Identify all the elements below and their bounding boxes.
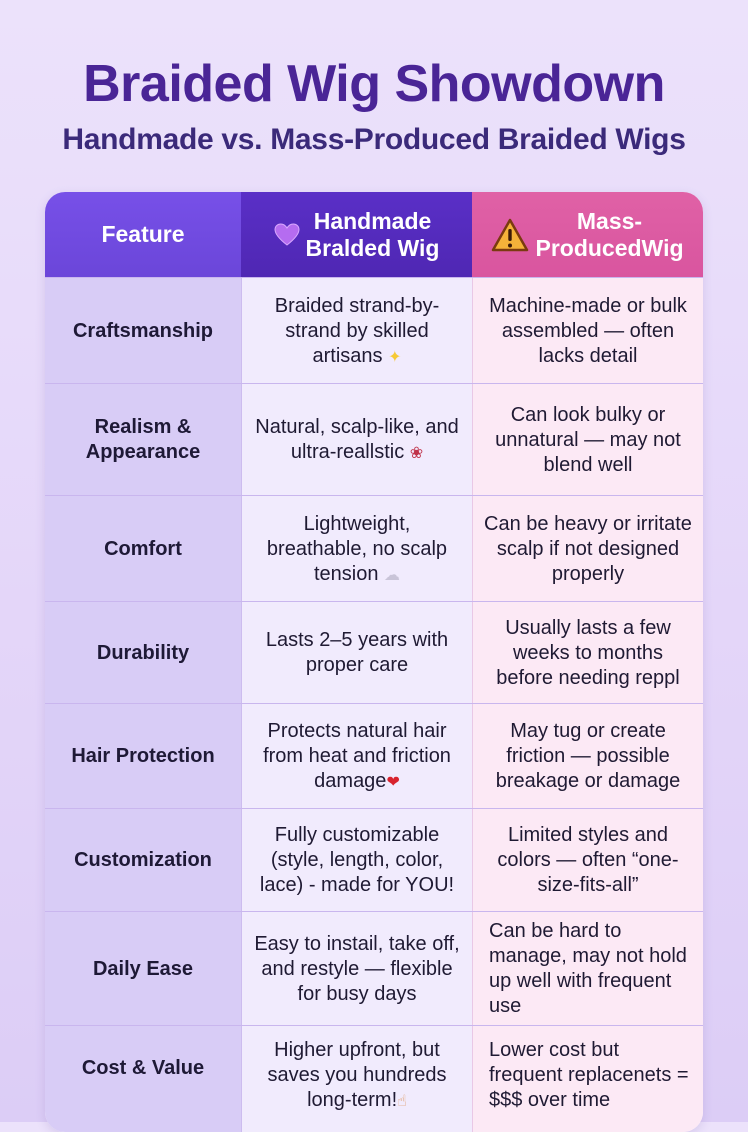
handmade-cell [241,384,472,496]
purple-heart-icon [274,223,300,247]
handmade-text: Lightweight, breathable, no scalp tension [266,512,448,585]
mass-cell: Can be hard to manage, may not hold up well with frequent use [472,912,703,1026]
handmade-text: Protects natural hair from heat and friction damage [263,720,451,792]
feature-cell: Realism & Appearance [45,384,241,496]
feature-cell: Durability [45,602,241,704]
mass-cell: Can be heavy or irritate scalp if not designed properly [472,496,703,602]
thumbs-up-icon: ☝ [397,1093,407,1110]
table-row [45,1025,703,1132]
feature-cell: Customization [45,809,241,912]
handmade-cell: Fully customizable (style, length, color, lace) - made for YOU! [241,809,472,912]
header-mass-line1: Mass- [576,207,643,234]
mass-cell: Usually lasts a few weeks to months before needing reppl [472,602,703,704]
mass-cell: May tug or create friction — possible breakage or damage [472,704,703,809]
feature-cell: Hair Protection [45,704,241,809]
feature-cell: Cost & Value [45,1026,241,1132]
handmade-cell: Lasts 2–5 years with proper care [241,602,472,704]
header-handmade [241,192,472,277]
warning-icon [491,218,529,252]
handmade-cell [241,704,472,809]
handmade-cell [241,278,472,384]
header-handmade-line1: Handmade [313,207,432,234]
handmade-cell [241,496,472,602]
cloud-icon: ☁ [384,566,401,584]
handmade-text: Higher upfront, but saves you hundreds long-term! [267,1039,447,1111]
handmade-text: Natural, scalp-like, and ultra-reallstic [255,416,459,463]
feature-cell: Daily Ease [45,912,241,1026]
mass-cell: Can look bulky or unnatural — may not blend well [472,384,703,496]
mass-cell: Machine-made or bulk assembled — often lacks detail [472,278,703,384]
table-row [45,703,703,809]
header-handmade-line2: Bralded Wig [305,234,440,261]
feature-cell: Comfort [45,496,241,602]
header-mass-line2: ProducedWig [535,234,684,261]
table-row [45,911,703,1026]
table-row [45,495,703,602]
header-feature [45,192,241,277]
red-heart-icon: ❤ [386,774,400,791]
handmade-text: Braided strand-by-strand by skilled artisans [274,294,440,367]
table-row [45,277,703,384]
sparkle-icon: ✦ [388,348,402,366]
comparison-table [45,192,703,1132]
handmade-cell [241,1026,472,1132]
feature-cell: Craftsmanship [45,278,241,384]
table-row [45,383,703,496]
page-title: Braided Wig Showdown [83,55,665,113]
handmade-cell: Easy to instail, take off, and restyle — flexible for busy days [241,912,472,1026]
table-row [45,601,703,704]
header-feature-label: Feature [101,221,185,247]
mass-cell: Lower cost but frequent replacenets = $$$ over time [472,1026,703,1132]
mass-cell: Limited styles and colors — often “one-size-fits-all” [472,809,703,912]
table-row [45,808,703,912]
page-subtitle: Handmade vs. Mass-Produced Braided Wigs [62,123,686,156]
header-mass-produced [472,192,703,277]
gem-icon: ❀ [409,445,424,462]
